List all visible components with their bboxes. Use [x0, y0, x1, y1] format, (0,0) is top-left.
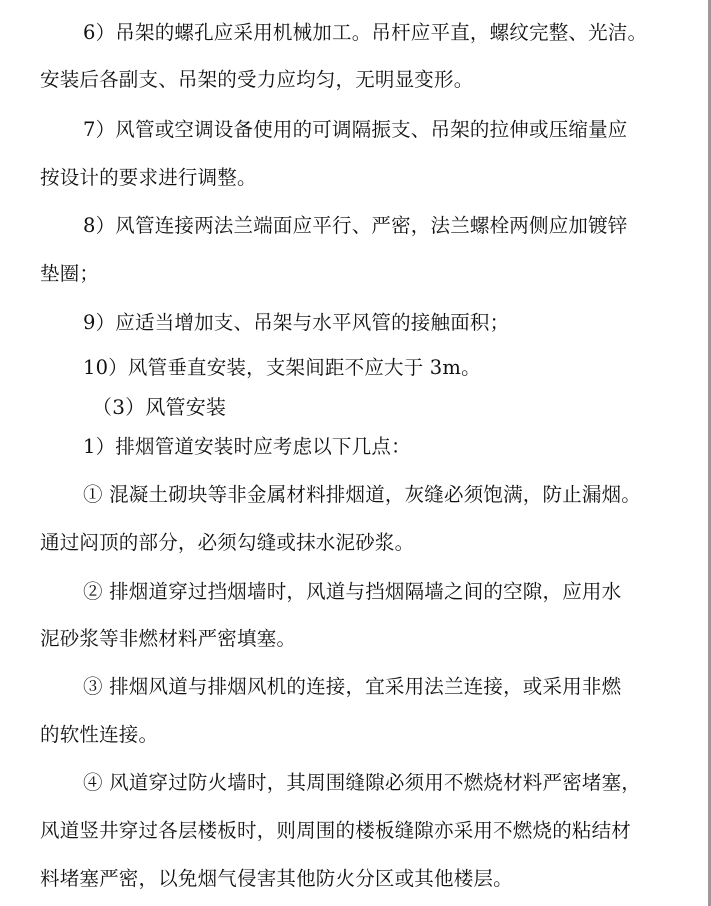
paragraph-line: 10）风管垂直安装，支架间距不应大于 3m。 [83, 356, 481, 379]
paragraph-line: ④ 风道穿过防火墙时，其周围缝隙必须用不燃烧材料严密堵塞， [83, 771, 641, 794]
paragraph-line: 6）吊架的螺孔应采用机械加工。吊杆应平直，螺纹完整、光洁。 [83, 21, 648, 44]
paragraph-line: 通过闷顶的部分，必须勾缝或抹水泥砂浆。 [40, 531, 415, 554]
paragraph-line: 9）应适当增加支、吊架与水平风管的接触面积； [83, 311, 510, 334]
paragraph-line: 料堵塞严密，以免烟气侵害其他防火分区或其他楼层。 [40, 867, 513, 890]
paragraph-line: 7）风管或空调设备使用的可调隔振支、吊架的拉伸或压缩量应 [83, 118, 628, 141]
paragraph-line: 8）风管连接两法兰端面应平行、严密，法兰螺栓两侧应加镀锌 [83, 214, 628, 237]
paragraph-line: ② 排烟道穿过挡烟墙时，风道与挡烟隔墙之间的空隙，应用水 [83, 580, 622, 603]
section-heading: （3）风管安装 [92, 395, 227, 419]
paragraph-line: 按设计的要求进行调整。 [40, 166, 257, 189]
paragraph-line: 1）排烟管道安装时应考虑以下几点： [83, 435, 411, 458]
paragraph-line: 泥砂浆等非燃材料严密填塞。 [40, 627, 297, 650]
paragraph-line: 风道竖井穿过各层楼板时，则周围的楼板缝隙亦采用不燃烧的粘结材 [40, 819, 632, 842]
paragraph-line: 安装后各副支、吊架的受力应均匀，无明显变形。 [40, 68, 474, 91]
paragraph-line: ③ 排烟风道与排烟风机的连接，宜采用法兰连接，或采用非燃 [83, 675, 622, 698]
paragraph-line: 的软性连接。 [40, 723, 159, 746]
paragraph-line: 垫圈； [40, 262, 100, 285]
paragraph-line: ① 混凝土砌块等非金属材料排烟道，灰缝必须饱满，防止漏烟。 [83, 483, 641, 506]
